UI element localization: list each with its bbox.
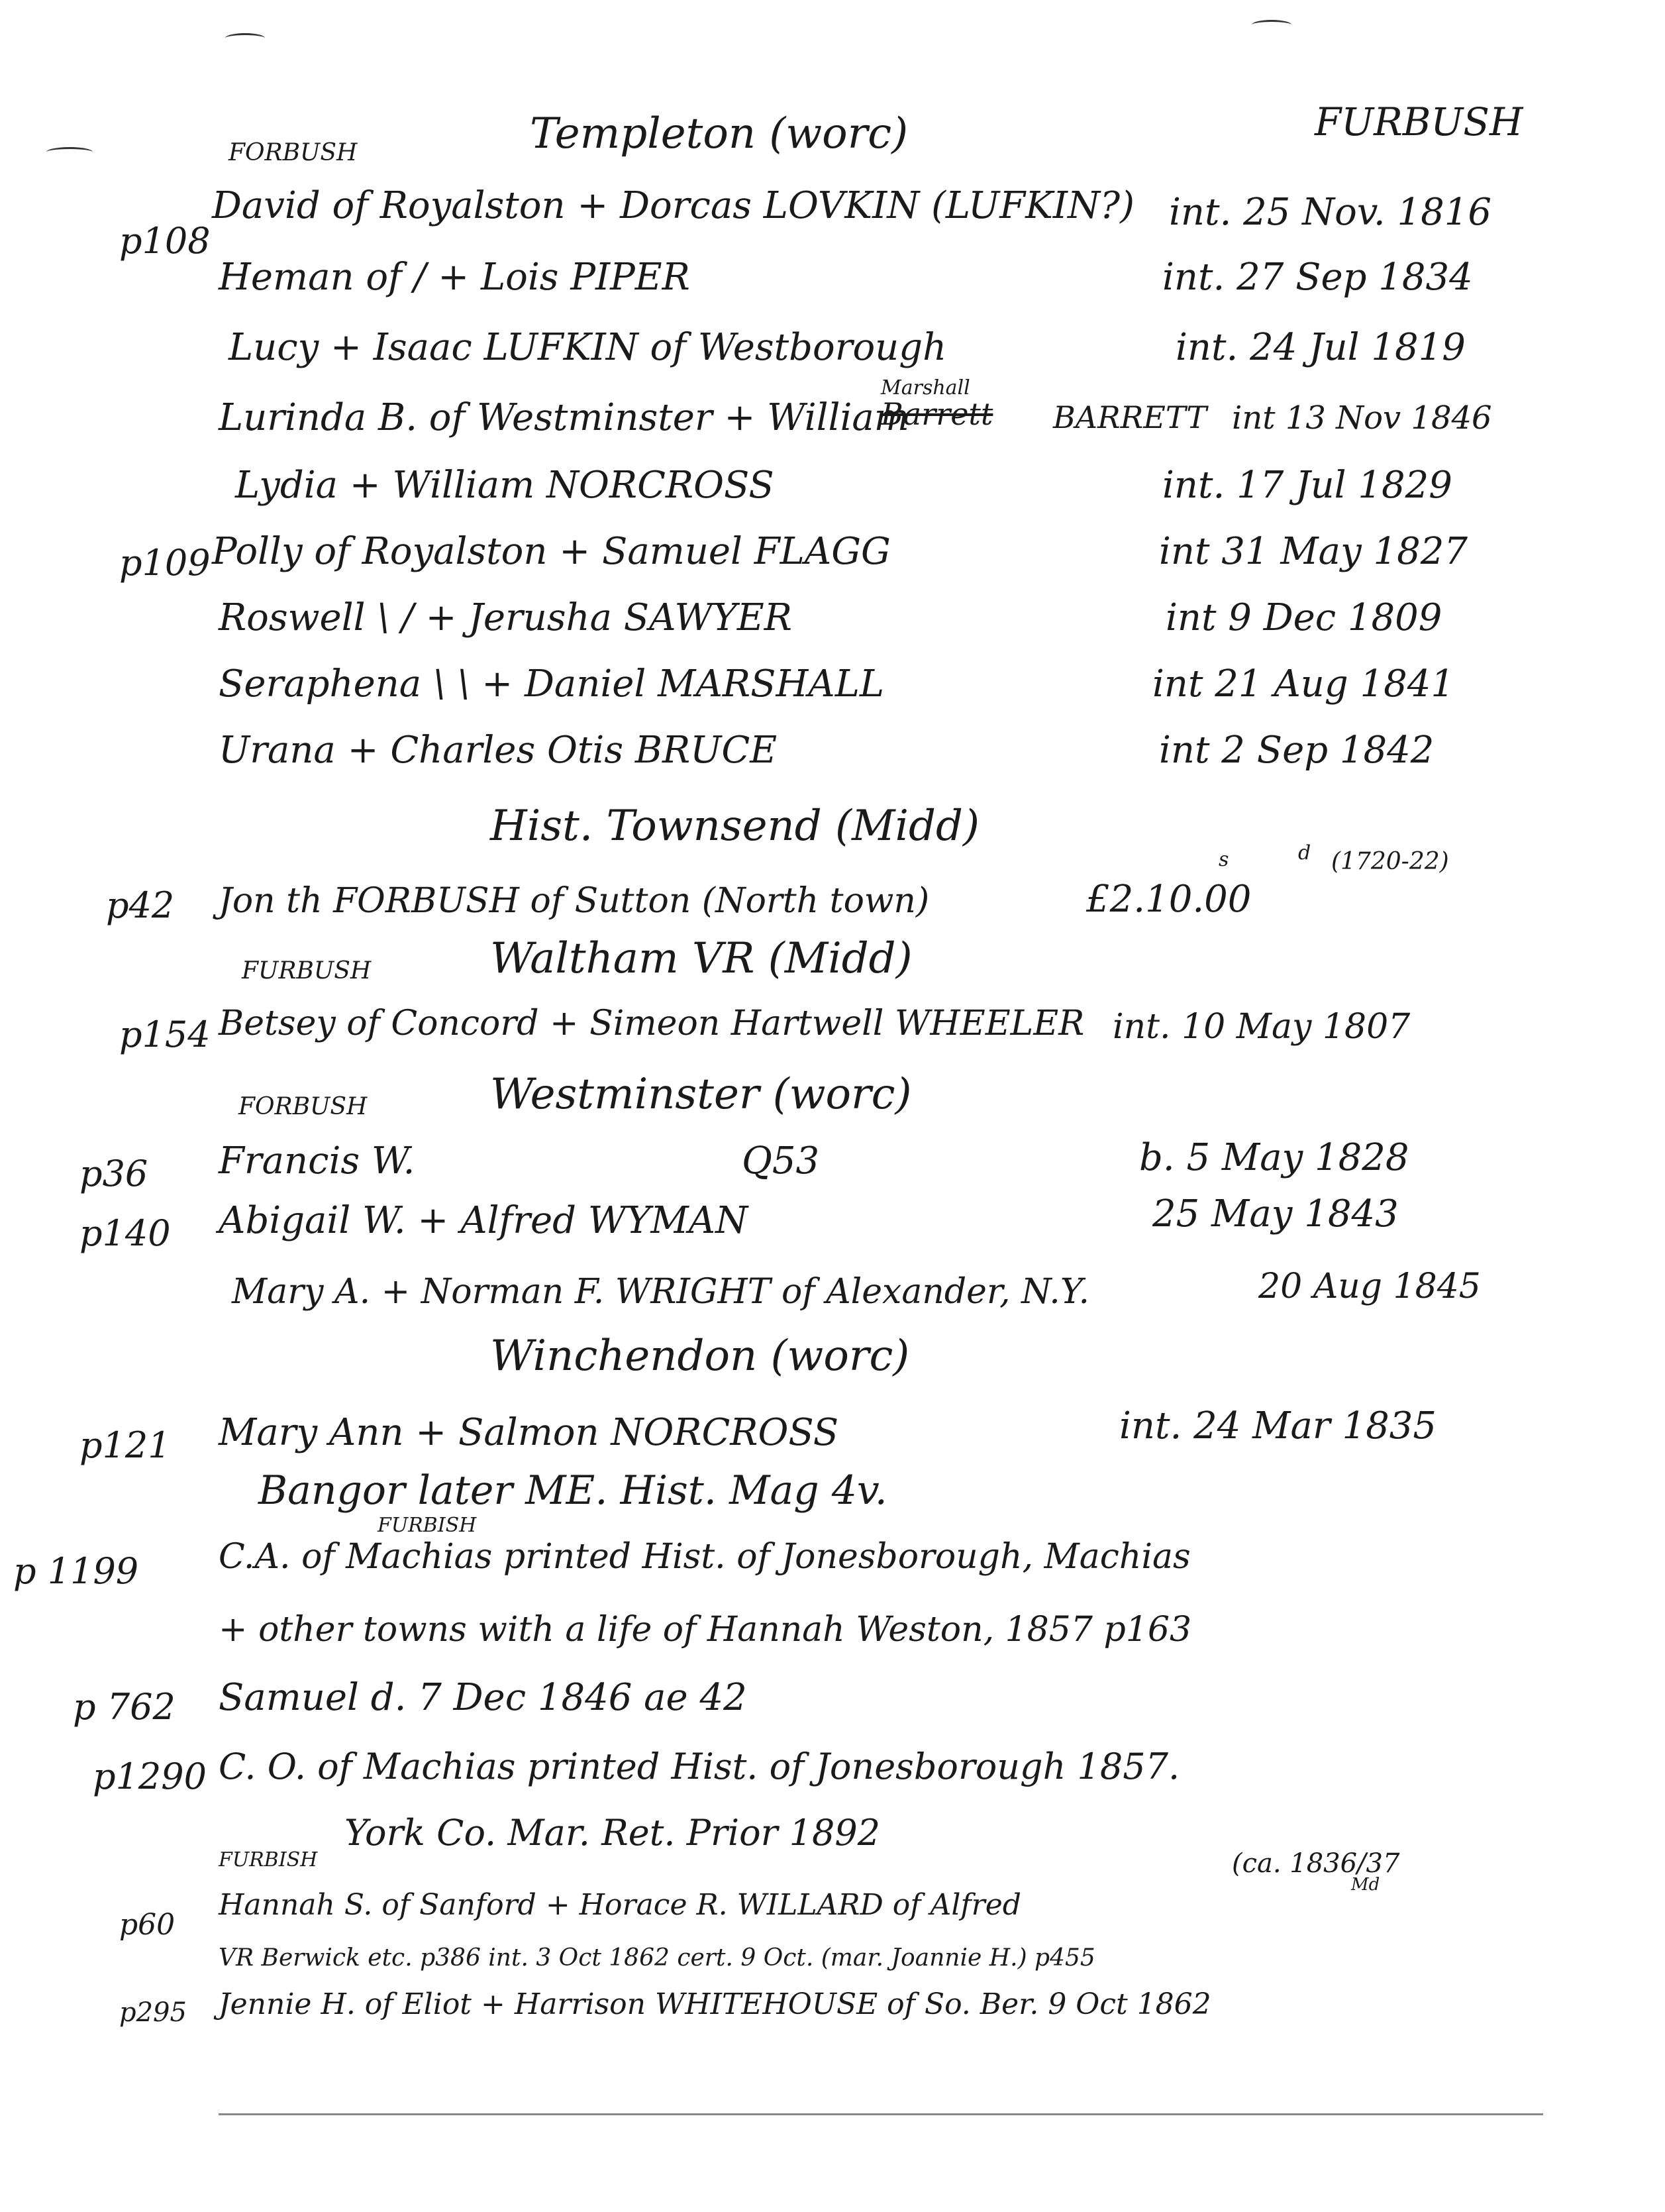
entry-page-ref: p36 bbox=[79, 1153, 148, 1194]
entry-page-ref: p295 bbox=[119, 1997, 187, 2028]
entry-page-ref: p109 bbox=[119, 542, 211, 584]
entry-text: Francis W. bbox=[219, 1139, 415, 1183]
entry-text: David of Royalston + Dorcas LOVKIN (LUFKIN?) bbox=[212, 184, 1135, 227]
section-heading-winchendon: Winchendon (worc) bbox=[490, 1332, 910, 1381]
entry-years: (1720-22) bbox=[1331, 848, 1449, 875]
scan-corner-mark-left bbox=[225, 33, 265, 43]
westminster-surname-label: FORBUSH bbox=[238, 1093, 368, 1120]
entry-page-ref: p108 bbox=[119, 220, 211, 262]
entry-text: Betsey of Concord + Simeon Hartwell WHEELER bbox=[219, 1004, 1085, 1043]
entry-text: C.A. of Machias printed Hist. of Jonesborough, Machias bbox=[219, 1537, 1191, 1577]
scan-corner-mark-right bbox=[1252, 20, 1291, 30]
entry-text: Hannah S. of Sanford + Horace R. WILLARD of Alfred bbox=[219, 1888, 1021, 1922]
entry-text: + other towns with a life of Hannah Weston, 1857 p163 bbox=[219, 1610, 1192, 1650]
header-surname: FURBUSH bbox=[1315, 99, 1523, 144]
section-heading-york: York Co. Mar. Ret. Prior 1892 bbox=[344, 1812, 881, 1854]
entry-date: int. 24 Mar 1835 bbox=[1119, 1404, 1437, 1448]
entry-text: Mary Ann + Salmon NORCROSS bbox=[219, 1411, 839, 1454]
entry-page-ref: p60 bbox=[119, 1908, 176, 1942]
entry-date: int 31 May 1827 bbox=[1159, 530, 1468, 573]
entry-text-after: BARRETT bbox=[1053, 399, 1207, 435]
entry-struck-word: Barrett bbox=[881, 396, 993, 432]
entry-text: VR Berwick etc. p386 int. 3 Oct 1862 cert. 9 Oct. (mar. Joannie H.) p455 bbox=[219, 1944, 1095, 1972]
bangor-furbish-label: FURBISH bbox=[378, 1514, 477, 1537]
entry-date: 25 May 1843 bbox=[1152, 1192, 1399, 1236]
york-circa-note: (ca. 1836/37 bbox=[1232, 1848, 1400, 1879]
waltham-surname-label: FURBUSH bbox=[242, 957, 372, 984]
entry-page-ref: p 762 bbox=[73, 1686, 176, 1728]
entry-date: int 9 Dec 1809 bbox=[1166, 596, 1442, 639]
entry-page-ref: p42 bbox=[106, 884, 175, 926]
section-heading-bangor: Bangor later ME. Hist. Mag 4v. bbox=[258, 1467, 887, 1514]
entry-text: Roswell \ / + Jerusha SAWYER bbox=[219, 596, 792, 639]
york-md-note: Md bbox=[1351, 1875, 1380, 1895]
header-templeton-title: Templeton (worc) bbox=[530, 109, 909, 158]
bottom-divider-line bbox=[219, 2113, 1543, 2115]
section-heading-westminster: Westminster (worc) bbox=[490, 1070, 912, 1119]
amount-pence-mark: d bbox=[1298, 841, 1311, 865]
entry-text: Jennie H. of Eliot + Harrison WHITEHOUSE of So. Ber. 9 Oct 1862 bbox=[219, 1987, 1211, 2021]
entry-date: int 21 Aug 1841 bbox=[1152, 662, 1455, 706]
entry-text: Seraphena \ \ + Daniel MARSHALL bbox=[219, 662, 885, 706]
entry-text: C. O. of Machias printed Hist. of Jonesborough 1857. bbox=[219, 1746, 1180, 1787]
header-forbush-label: FORBUSH bbox=[228, 139, 358, 166]
entry-date: int. 24 Jul 1819 bbox=[1176, 326, 1466, 369]
entry-date: int. 25 Nov. 1816 bbox=[1169, 191, 1491, 234]
entry-amount: £2.10.00 bbox=[1086, 878, 1252, 921]
entry-date: int 13 Nov 1846 bbox=[1232, 399, 1492, 437]
entry-text: Jon th FORBUSH of Sutton (North town) bbox=[219, 881, 930, 921]
entry-text: Lurinda B. of Westminster + William bbox=[219, 396, 909, 439]
entry-date: b. 5 May 1828 bbox=[1139, 1136, 1409, 1179]
entry-date: int 2 Sep 1842 bbox=[1159, 729, 1435, 772]
entry-page-ref: p1290 bbox=[93, 1756, 207, 1797]
entry-date: int. 10 May 1807 bbox=[1113, 1007, 1411, 1047]
entry-text: Lucy + Isaac LUFKIN of Westborough bbox=[228, 326, 947, 369]
section-heading-townsend: Hist. Townsend (Midd) bbox=[490, 802, 980, 851]
entry-page-ref: p140 bbox=[79, 1212, 171, 1254]
entry-page-ref: p121 bbox=[79, 1424, 171, 1466]
entry-insertion-above: Marshall bbox=[881, 376, 970, 399]
amount-shillings-mark: s bbox=[1219, 848, 1229, 871]
entry-text: Heman of / + Lois PIPER bbox=[219, 256, 690, 299]
entry-text: Abigail W. + Alfred WYMAN bbox=[219, 1199, 748, 1242]
entry-date: int. 17 Jul 1829 bbox=[1162, 464, 1452, 507]
entry-page-ref: p154 bbox=[119, 1014, 211, 1055]
margin-mark bbox=[46, 147, 93, 157]
section-heading-waltham: Waltham VR (Midd) bbox=[490, 934, 913, 983]
entry-text: Polly of Royalston + Samuel FLAGG bbox=[212, 530, 891, 573]
york-furbish-label: FURBISH bbox=[219, 1848, 318, 1871]
entry-text: Samuel d. 7 Dec 1846 ae 42 bbox=[219, 1676, 747, 1719]
entry-date: 20 Aug 1845 bbox=[1258, 1267, 1481, 1306]
entry-mid-code: Q53 bbox=[742, 1139, 820, 1183]
entry-date: int. 27 Sep 1834 bbox=[1162, 256, 1473, 299]
entry-text: Lydia + William NORCROSS bbox=[235, 464, 774, 507]
entry-text: Urana + Charles Otis BRUCE bbox=[219, 729, 778, 772]
entry-page-ref: p 1199 bbox=[13, 1550, 139, 1592]
entry-text: Mary A. + Norman F. WRIGHT of Alexander, N.Y. bbox=[232, 1272, 1089, 1312]
